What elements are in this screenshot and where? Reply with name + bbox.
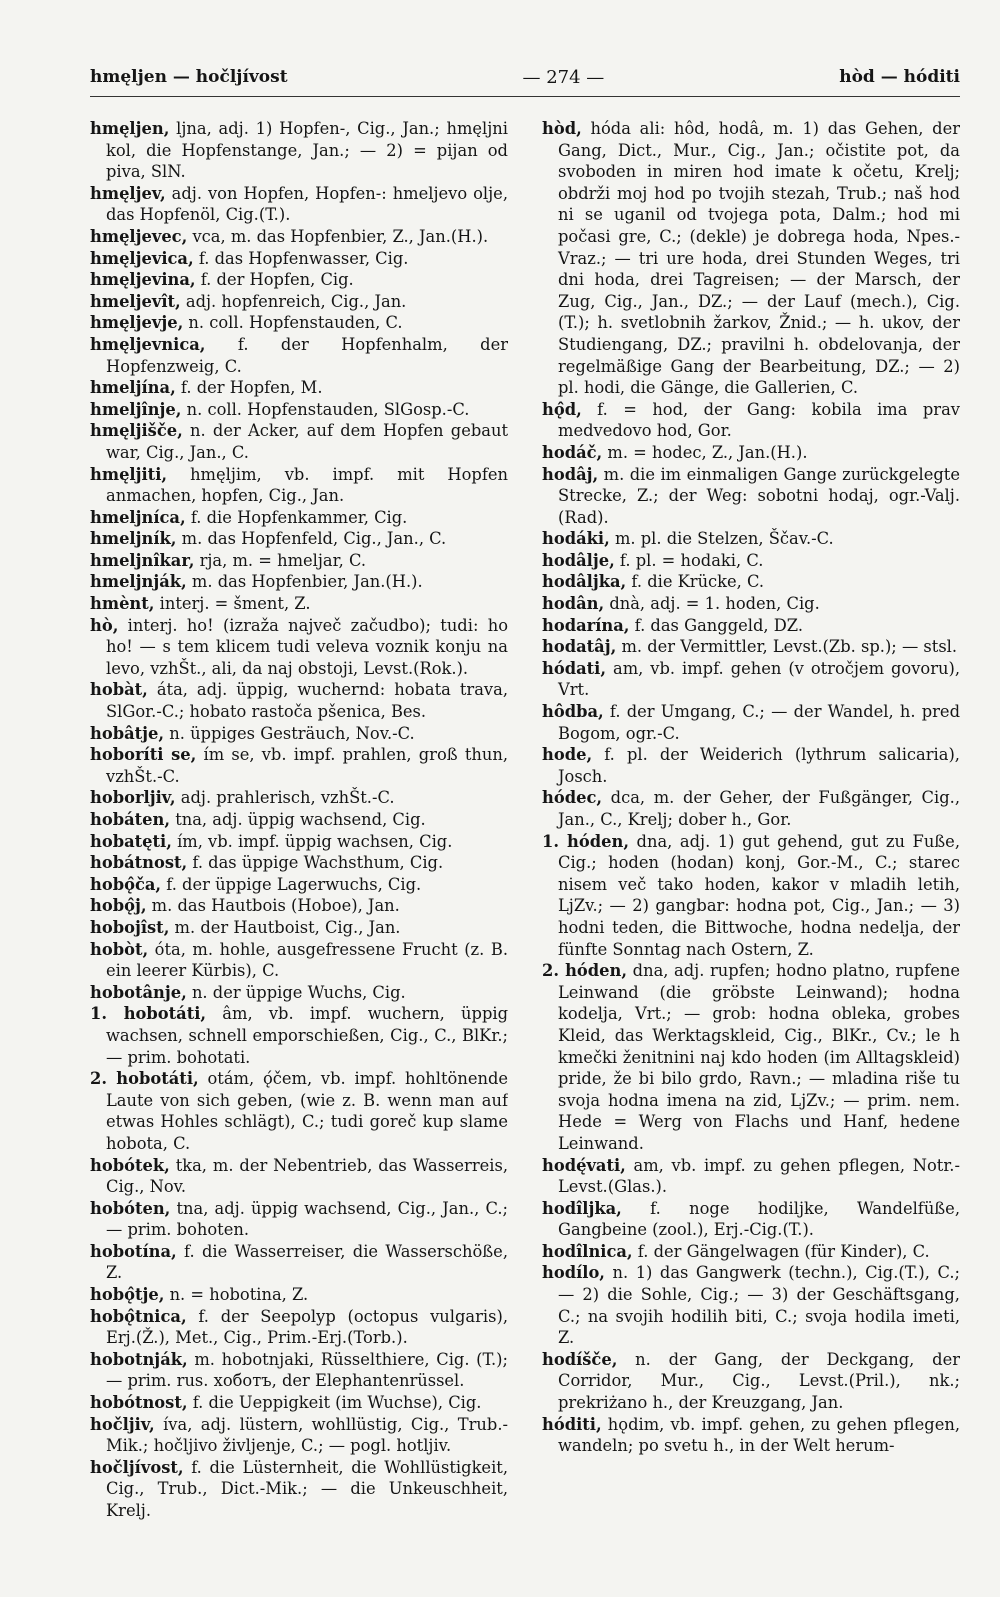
entry-headword: hodîlnica, bbox=[542, 1241, 633, 1261]
header-left: hmęljen — hočljívost bbox=[90, 67, 288, 87]
dictionary-entry bbox=[90, 118, 508, 183]
entry-headword: hmeljína, bbox=[90, 378, 176, 398]
entry-headword: hódati, bbox=[542, 658, 607, 678]
entry-headword: hobǫ̂ča, bbox=[90, 874, 162, 894]
dictionary-entry bbox=[90, 787, 508, 809]
dictionary-entry bbox=[542, 1414, 960, 1457]
entry-headword: hodarína, bbox=[542, 615, 630, 635]
running-header bbox=[90, 60, 960, 94]
dictionary-entry bbox=[90, 571, 508, 593]
dictionary-entry bbox=[90, 1198, 508, 1241]
entry-definition: dna, adj. 1) gut gehend, gut zu Fuße, Cig.; hoden (hodan) konj, Gor.-M., C.; starec nisem več tako hoden, kakor v mladih letih, LjZv.; — 2) gangbar: hodna pot, Cig., Jan.; — 3) hodni teden, die Bittwoche, hodna nedelja, der fünfte Sonntag nach Ostern, Z. bbox=[558, 831, 960, 959]
entry-headword: 2. hóden, bbox=[542, 961, 628, 981]
dictionary-entry bbox=[90, 291, 508, 313]
header-rule bbox=[90, 96, 960, 97]
entry-definition: n. üppiges Gesträuch, Nov.-C. bbox=[164, 723, 415, 743]
entry-definition: f. die Wasserreiser, die Wasserschößе, Z. bbox=[106, 1241, 508, 1283]
entry-headword: hôdba, bbox=[542, 702, 604, 722]
entry-definition: n. 1) das Gangwerk (techn.), Cig.(T.), C.; — 2) die Sohle, Cig.; — 3) der Geschäftsgang, C.; na svojih hodilih biti, C.; svoja hodila imeti, Z. bbox=[558, 1263, 960, 1348]
entry-headword: hmęljevnica, bbox=[90, 334, 206, 354]
entry-headword: hmęljev, bbox=[90, 183, 166, 203]
entry-definition: m. = hodec, Z., Jan.(H.). bbox=[602, 442, 808, 462]
dictionary-entry bbox=[90, 464, 508, 507]
entry-headword: hobǫ̂tje, bbox=[90, 1285, 165, 1305]
entry-headword: hobátnost, bbox=[90, 853, 188, 873]
entry-definition: óta, m. hohle, ausgefressene Frucht (z. B. ein leerer Kürbis), C. bbox=[106, 939, 508, 981]
entry-headword: hmeljnják, bbox=[90, 572, 187, 592]
dictionary-entry bbox=[90, 1349, 508, 1392]
dictionary-entry bbox=[90, 312, 508, 334]
dictionary-entry bbox=[90, 895, 508, 917]
dictionary-entry bbox=[90, 1155, 508, 1198]
dictionary-entry bbox=[90, 809, 508, 831]
entry-headword: hmeljnîkar, bbox=[90, 550, 195, 570]
entry-definition: m. hobotnjaki, Rüsselthiere, Cig. (T.); — prim. rus. хоботъ, der Elephantenrüssel. bbox=[106, 1349, 508, 1391]
entry-headword: hobâtje, bbox=[90, 723, 165, 743]
entry-definition: f. noge hodiljke, Wandelfüße, Gangbeine (zool.), Erj.-Cig.(T.). bbox=[558, 1198, 960, 1240]
entry-definition: m. der Hautboist, Cig., Jan. bbox=[169, 917, 401, 937]
entry-headword: hmeljevît, bbox=[90, 291, 181, 311]
entry-definition: n. = hobotina, Z. bbox=[164, 1285, 309, 1305]
entry-headword: hodân, bbox=[542, 594, 605, 614]
entry-definition: interj. = šment, Z. bbox=[154, 594, 311, 614]
entry-definition: dna, adj. rupfen; hodno platno, rupfene Leinwand (die gröbste Leinwand); hodna kodelja, Vrt.; — grob: hodna obleka, grobes Kleid, das Werktagskleid, Cig., BlKr., Cv.; le h kmečki ženitnini naj kdo hoden (im Alltagskleid) pride, že bi bilo grdo, Ravn.; — mladina riše tu svoja hodna imena na zid, LjZv.; — prim. nem. Hede = Werg von Flachs und Hanf, hedene Leinwand. bbox=[558, 961, 960, 1153]
entry-headword: hodîljka, bbox=[542, 1198, 622, 1218]
entry-definition: tna, adj. üppig wachsend, Cig., Jan., C.; — prim. bohoten. bbox=[106, 1198, 508, 1240]
entry-definition: m. die im einmaligen Gange zurückgelegte Strecke, Z.; der Weg: sobotni hodaj, ogr.-Valj.(Rad). bbox=[558, 464, 960, 527]
entry-headword: hmęljevina, bbox=[90, 270, 196, 290]
entry-definition: ljna, adj. 1) Hopfen-, Cig., Jan.; hmęljni kol, die Hopfenstange, Jan.; — 2) = pijan od piva, SlN. bbox=[106, 119, 508, 182]
entry-definition: f. das Hopfenwasser, Cig. bbox=[193, 248, 409, 268]
dictionary-entry bbox=[542, 464, 960, 529]
entry-definition: interj. ho! (izraža največ začudbo); tudi: ho ho! — s tem klicem tudi veleva voznik konju na levo, vzhŠt., ali, da naj obstoji, Levst.(Rok.). bbox=[106, 615, 508, 678]
entry-headword: hobótnost, bbox=[90, 1393, 188, 1413]
entry-definition: m. das Hopfenfeld, Cig., Jan., C. bbox=[176, 529, 447, 549]
dictionary-entry bbox=[90, 1457, 508, 1522]
entry-definition: f. der Hopfen, M. bbox=[175, 378, 323, 398]
entry-headword: hobatęti, bbox=[90, 831, 172, 851]
entry-definition: m. pl. die Stelzen, Ščav.-C. bbox=[609, 529, 834, 549]
entry-headword: hodâlje, bbox=[542, 550, 615, 570]
entry-definition: f. pl. = hodaki, C. bbox=[614, 550, 764, 570]
entry-headword: hobojîst, bbox=[90, 917, 170, 937]
entry-definition: rja, m. = hmeljar, C. bbox=[194, 550, 367, 570]
dictionary-entry bbox=[90, 1284, 508, 1306]
entry-definition: f. die Lüsternheit, die Wohllüstigkeit, Cig., Trub., Dict.-Mik.; — die Unkeuschheit, Krelj. bbox=[106, 1457, 508, 1520]
entry-headword: hmęljen, bbox=[90, 119, 170, 138]
entry-headword: hoboríti se, bbox=[90, 745, 197, 765]
entry-definition: am, vb. impf. gehen (v otročjem govoru), Vrt. bbox=[558, 658, 960, 700]
entry-definition: m. das Hopfenbier, Jan.(H.). bbox=[186, 572, 423, 592]
dictionary-entry bbox=[90, 679, 508, 722]
entry-headword: hodáki, bbox=[542, 529, 610, 549]
entry-definition: hǫdim, vb. impf. gehen, zu gehen pflegen, wandeln; po svetu h., in der Welt herum- bbox=[558, 1414, 960, 1456]
entry-headword: hò, bbox=[90, 615, 119, 635]
entry-headword: hmeljník, bbox=[90, 529, 177, 549]
entry-headword: hodáč, bbox=[542, 442, 603, 462]
entry-definition: f. die Hopfenkammer, Cig. bbox=[185, 507, 408, 527]
entry-definition: n. coll. Hopfenstauden, SlGosp.-C. bbox=[181, 399, 470, 419]
entry-definition: f. der Umgang, C.; — der Wandel, h. pred Bogom, ogr.-C. bbox=[558, 702, 960, 743]
dictionary-entry bbox=[542, 636, 960, 658]
entry-headword: hobotânje, bbox=[90, 982, 187, 1002]
entry-definition: f. der üppige Lagerwuchs, Cig. bbox=[161, 874, 422, 894]
dictionary-entry bbox=[542, 399, 960, 442]
entry-headword: hobotnják, bbox=[90, 1349, 188, 1369]
dictionary-entry bbox=[542, 1155, 960, 1198]
dictionary-entry bbox=[542, 118, 960, 399]
entry-headword: hobóten, bbox=[90, 1198, 171, 1218]
entry-headword: hočljiv, bbox=[90, 1414, 155, 1434]
entry-headword: hodâj, bbox=[542, 464, 599, 484]
entry-headword: hmęljevica, bbox=[90, 248, 194, 268]
dictionary-entry bbox=[90, 377, 508, 399]
entry-definition: f. der Gängelwagen (für Kinder), C. bbox=[632, 1241, 930, 1261]
dictionary-entry bbox=[90, 334, 508, 377]
entry-definition: ím, vb. impf. üppig wachsen, Cig. bbox=[171, 831, 453, 851]
dictionary-entry bbox=[90, 269, 508, 291]
dictionary-entry bbox=[542, 571, 960, 593]
dictionary-entry bbox=[90, 1241, 508, 1284]
entry-definition: n. der Acker, auf dem Hopfen gebaut war, Cig., Jan., C. bbox=[106, 421, 508, 462]
entry-definition: f. das Ganggeld, DZ. bbox=[629, 615, 803, 635]
entry-definition: n. der Gang, der Deckgang, der Corridor, Mur., Cig., Levst.(Pril.), nk.; prekriżano h., der Kreuzgang, Jan. bbox=[558, 1349, 960, 1413]
dictionary-entry bbox=[542, 442, 960, 464]
dictionary-entry bbox=[542, 593, 960, 615]
dictionary-entry bbox=[542, 528, 960, 550]
entry-headword: hočljívost, bbox=[90, 1457, 184, 1477]
entry-headword: hobáten, bbox=[90, 810, 171, 829]
entry-definition: m. der Vermittler, Levst.(Zb. sp.); — stsl. bbox=[616, 637, 958, 657]
entry-headword: hódec, bbox=[542, 788, 603, 808]
dictionary-entry bbox=[542, 1349, 960, 1414]
dictionary-entry bbox=[90, 1068, 508, 1154]
dictionary-entry bbox=[542, 658, 960, 701]
entry-definition: am, vb. impf. zu gehen pflegen, Notr.-Levst.(Glas.). bbox=[558, 1155, 960, 1197]
entry-headword: hòd, bbox=[542, 119, 582, 138]
entry-definition: vca, m. das Hopfenbier, Z., Jan.(H.). bbox=[187, 226, 489, 246]
dictionary-entry bbox=[90, 507, 508, 529]
entry-definition: otám, ǫ́čem, vb. impf. hohltönende Laute von sich geben, (wie z. B. wenn man auf etwas Hohles schlägt), C.; tudi goreč kup slame hobota, C. bbox=[106, 1069, 508, 1153]
dictionary-entry bbox=[90, 528, 508, 550]
page-number: — 274 — bbox=[522, 66, 605, 88]
entry-headword: hodílo, bbox=[542, 1263, 605, 1283]
entry-headword: hodâljka, bbox=[542, 572, 627, 592]
dictionary-entry bbox=[90, 593, 508, 615]
entry-headword: hmeljníca, bbox=[90, 507, 186, 527]
entry-definition: n. der üppige Wuchs, Cig. bbox=[186, 982, 406, 1002]
header-right: hòd — hóditi bbox=[839, 67, 960, 87]
entry-definition: f. das üppige Wachsthum, Cig. bbox=[187, 853, 444, 873]
dictionary-entry bbox=[542, 701, 960, 744]
entry-headword: hoborljiv, bbox=[90, 788, 176, 808]
dictionary-entry bbox=[90, 917, 508, 939]
dictionary-entry bbox=[542, 960, 960, 1154]
entry-definition: tka, m. der Nebentrieb, das Wasserreis, Cig., Nov. bbox=[106, 1155, 508, 1197]
dictionary-entry bbox=[90, 831, 508, 853]
entry-headword: hobòt, bbox=[90, 939, 149, 959]
entry-definition: hmęljim, vb. impf. mit Hopfen anmachen, hopfen, Cig., Jan. bbox=[106, 464, 508, 506]
entry-headword: hóditi, bbox=[542, 1414, 602, 1434]
entry-headword: hmęljevje, bbox=[90, 313, 184, 333]
dictionary-entry bbox=[542, 1198, 960, 1241]
entry-headword: hodíšče, bbox=[542, 1349, 618, 1369]
entry-headword: hode, bbox=[542, 745, 593, 765]
entry-headword: hmeljînje, bbox=[90, 399, 182, 419]
entry-definition: tna, adj. üppig wachsend, Cig. bbox=[170, 810, 426, 829]
entry-headword: hobǫ̂j, bbox=[90, 896, 147, 916]
entry-definition: f. die Krücke, C. bbox=[626, 572, 765, 592]
dictionary-entry bbox=[90, 1392, 508, 1414]
entry-definition: f. der Hopfenhalm, der Hopfenzweig, C. bbox=[106, 334, 508, 376]
entry-headword: hmęljiti, bbox=[90, 464, 168, 484]
dictionary-entry bbox=[90, 982, 508, 1004]
entry-headword: hmènt, bbox=[90, 594, 155, 614]
entry-definition: áta, adj. üppig, wuchernd: hobata trava, SlGor.-C.; hobato rastoča pšenica, Bes. bbox=[106, 680, 508, 722]
entry-definition: f. die Ueppigkeit (im Wuchse), Cig. bbox=[187, 1393, 482, 1413]
dictionary-entry bbox=[90, 615, 508, 680]
entry-headword: hodatâj, bbox=[542, 637, 617, 657]
dictionary-entry bbox=[90, 939, 508, 982]
entry-headword: 1. hóden, bbox=[542, 831, 629, 851]
entry-definition: m. das Hautbois (Hoboe), Jan. bbox=[146, 896, 400, 916]
entry-headword: hobàt, bbox=[90, 680, 148, 700]
entry-headword: hobotína, bbox=[90, 1241, 177, 1261]
left-column bbox=[90, 118, 508, 1578]
entry-definition: f. pl. der Weiderich (lythrum salicaria), Josch. bbox=[558, 745, 960, 786]
entry-definition: hóda ali: hôd, hodâ, m. 1) das Gehen, der Gang, Dict., Mur., Cig., Jan.; očistite pot, da svoboden in miren hod imate k očetu, Krelj; obdrži moj hod po tvojih stezah, Trub.; naš hod ni se uganil od tvojega pota, Dalm.; hod mi počasi gre, C.; (dekle) je dobrega hoda, Npes.-Vraz.; — tri ure hoda, drei Stunden Weges, tri dni hoda, drei Tagreisen; — der Marsch, der Zug, Cig., Jan., DZ.; — der Lauf (mech.), Cig. (T.); h. svetlobnih žarkov, Žnid.; — h. ukov, der Studiengang, DZ.; pravilni h. obdelovanja, der regelmäßige Gang der Bearbeitung, DZ.; — 2) pl. hodi, die Gänge, die Gallerien, C. bbox=[558, 119, 960, 398]
dictionary-entry bbox=[90, 420, 508, 463]
entry-headword: 1. hobotáti, bbox=[90, 1004, 207, 1024]
dictionary-entry bbox=[90, 226, 508, 248]
entry-definition: ím se, vb. impf. prahlen, groß thun, vzhŠt.-C. bbox=[106, 745, 508, 786]
entry-headword: hobótek, bbox=[90, 1155, 170, 1175]
dictionary-entry bbox=[542, 831, 960, 961]
dictionary-entry bbox=[90, 852, 508, 874]
entry-headword: hǫ̂d, bbox=[542, 399, 582, 419]
dictionary-entry bbox=[542, 1241, 960, 1263]
entry-definition: âm, vb. impf. wuchern, üppig wachsen, schnell emporschießen, Cig., C., BlKr.; — prim. bohotati. bbox=[106, 1004, 508, 1067]
entry-definition: dca, m. der Geher, der Fußgänger, Cig., Jan., C., Krelj; dober h., Gor. bbox=[558, 788, 960, 829]
right-column bbox=[542, 118, 960, 1578]
dictionary-entry bbox=[90, 248, 508, 270]
entry-definition: f. = hod, der Gang: kobila ima prav medvedovo hod, Gor. bbox=[558, 399, 960, 441]
entry-headword: 2. hobotáti, bbox=[90, 1069, 199, 1089]
dictionary-entry bbox=[90, 1003, 508, 1068]
entry-headword: hmęljevec, bbox=[90, 226, 188, 246]
dictionary-entry bbox=[90, 744, 508, 787]
dictionary-entry bbox=[542, 1262, 960, 1348]
dictionary-entry bbox=[542, 615, 960, 637]
dictionary-entry bbox=[90, 183, 508, 226]
entry-definition: íva, adj. lüstern, wohllüstig, Cig., Trub.-Mik.; hočljivo življenje, C.; — pogl. hotljiv. bbox=[106, 1414, 508, 1456]
entry-definition: n. coll. Hopfenstauden, C. bbox=[183, 313, 403, 333]
entry-headword: hmęljišče, bbox=[90, 421, 183, 441]
entry-headword: hodę́vati, bbox=[542, 1155, 626, 1175]
dictionary-entry bbox=[90, 874, 508, 896]
dictionary-entry bbox=[90, 723, 508, 745]
dictionary-entry bbox=[542, 787, 960, 830]
entry-definition: dnà, adj. = 1. hoden, Cig. bbox=[604, 594, 820, 614]
entry-headword: hobǫ̂tnica, bbox=[90, 1306, 187, 1326]
dictionary-entry bbox=[90, 399, 508, 421]
entry-definition: adj. von Hopfen, Hopfen-: hmeljevo olje, das Hopfenöl, Cig.(T.). bbox=[106, 183, 508, 225]
entry-definition: adj. prahlerisch, vzhŠt.-C. bbox=[175, 788, 395, 808]
entry-definition: f. der Seepolyp (octopus vulgaris), Erj.(Ž.), Met., Cig., Prim.-Erj.(Torb.). bbox=[106, 1306, 508, 1348]
dictionary-entry bbox=[542, 550, 960, 572]
dictionary-entry bbox=[542, 744, 960, 787]
dictionary-entry bbox=[90, 1414, 508, 1457]
dictionary-entry bbox=[90, 550, 508, 572]
entry-definition: f. der Hopfen, Cig. bbox=[195, 270, 354, 290]
entry-definition: adj. hopfenreich, Cig., Jan. bbox=[180, 291, 407, 311]
dictionary-entry bbox=[90, 1306, 508, 1349]
